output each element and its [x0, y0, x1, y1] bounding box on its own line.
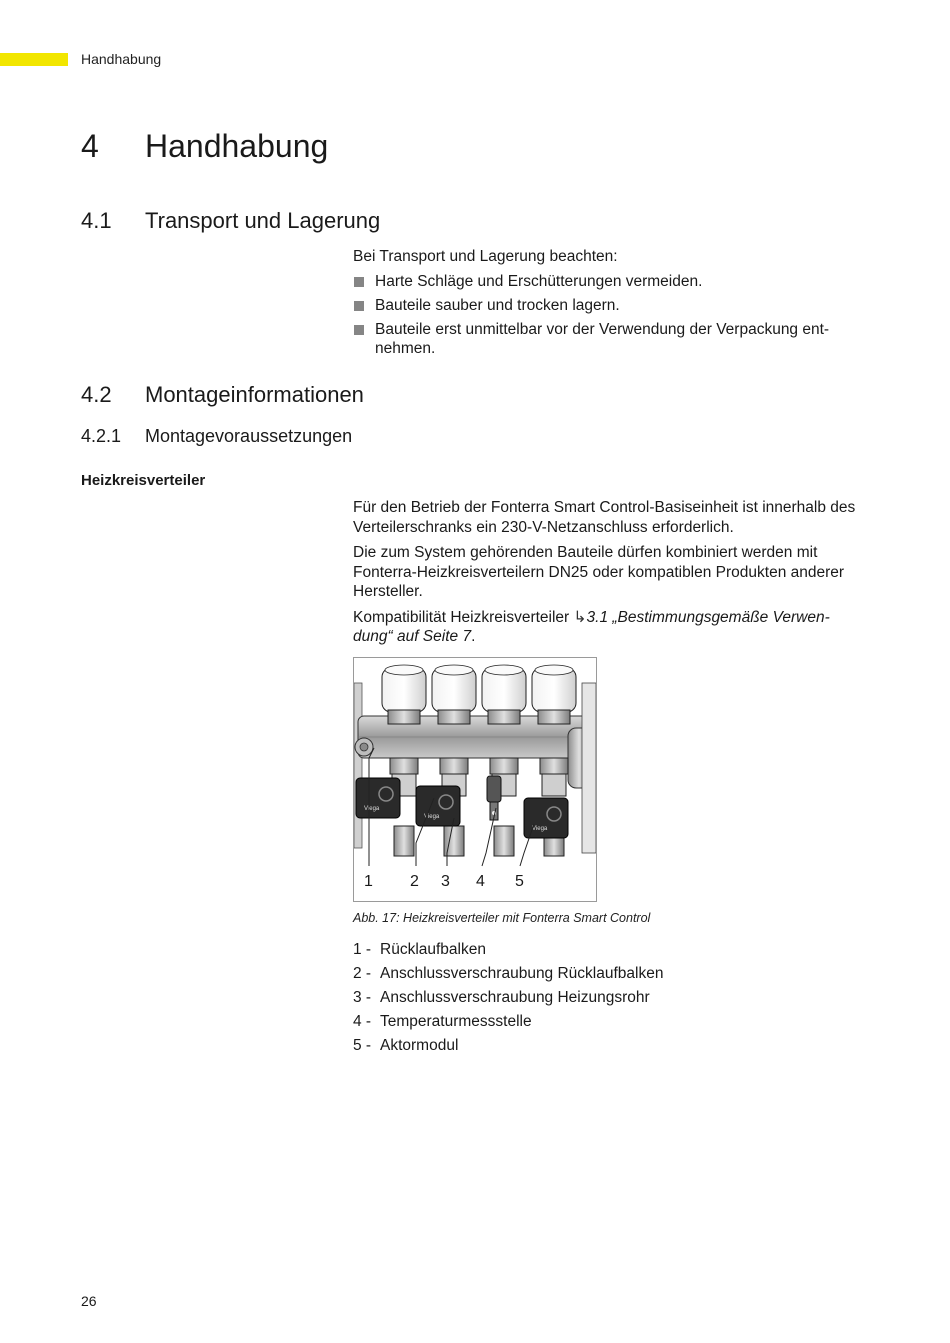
legend-text: Anschlussverschraubung Heizungsrohr — [380, 989, 650, 1006]
running-header: Handhabung — [81, 51, 162, 67]
section-4-2-1-title: Montagevoraussetzungen — [145, 426, 353, 446]
actuator-group — [356, 665, 576, 856]
legend-text: Anschlussverschraubung Rücklaufbalken — [380, 965, 664, 982]
actuator-module — [524, 798, 568, 838]
svg-text:Viega: Viega — [424, 814, 440, 820]
legend-item — [353, 1012, 663, 1032]
legend-number: 2 - — [353, 965, 372, 982]
list-item: Harte Schläge und Erschütterungen vermeiden. — [353, 272, 873, 292]
cross-reference-link[interactable]: 3.1 „Bestimmungsgemäße Verwen-dung“ auf Seite 7 — [353, 608, 830, 645]
actuator-module — [356, 778, 400, 818]
legend-text: Rücklaufbalken — [380, 941, 486, 958]
accent-bar — [0, 53, 68, 66]
section-4-2-number: 4.2 — [81, 382, 112, 407]
legend-number: 4 - — [353, 1013, 372, 1030]
list-item: Bauteile sauber und trocken lagern. — [353, 296, 873, 316]
legend-text: Temperaturmessstelle — [380, 1013, 532, 1030]
legend-number: 1 - — [353, 941, 372, 958]
compat-prefix: Kompatibilität Heizkreisverteiler — [353, 608, 570, 626]
section-4-2-title: Montageinformationen — [145, 382, 364, 407]
paragraph: Die zum System gehörenden Bauteile dürfen kombiniert werden mit Fonterra-Heizkreisverteilern DN25 oder kompatiblen Produkten anderer Hersteller. — [353, 544, 845, 600]
manifold-drawing — [354, 658, 596, 901]
callout-number: 4 — [476, 873, 485, 890]
chapter-number: 4 — [81, 128, 99, 164]
bullet-square-icon — [354, 301, 364, 311]
callout-number: 1 — [364, 873, 373, 890]
compat-paragraph: Kompatibilität Heizkreisverteiler ↳3.1 „Bestimmungsgemäße Verwen-dung“ auf Seite 7. — [353, 608, 830, 645]
figure-manifold-illustration — [353, 657, 597, 902]
montage-text-block — [353, 498, 868, 653]
callout-number: 3 — [441, 873, 450, 890]
legend-number: 5 - — [353, 1037, 372, 1054]
paragraph: Für den Betrieb der Fonterra Smart Control-Basiseinheit ist innerhalb des Verteilerschranks ein 230-V-Netzanschluss erforderlich. — [353, 499, 856, 536]
side-label-heizkreisverteiler: Heizkreisverteiler — [81, 472, 206, 489]
legend-item — [353, 940, 663, 960]
legend-list — [353, 940, 663, 1056]
actuator-valve — [482, 665, 526, 856]
figure-caption: Abb. 17: Heizkreisverteiler mit Fonterra Smart Control — [353, 911, 651, 925]
chapter-title: Handhabung — [145, 128, 329, 164]
list-item: Bauteile erst unmittelbar vor der Verwendung der Verpackung ent-nehmen. — [353, 320, 855, 359]
actuator-valve — [382, 665, 426, 856]
bullet-square-icon — [354, 325, 364, 335]
section-4-1-title: Transport und Lagerung — [145, 208, 381, 233]
legend-item — [353, 964, 663, 984]
section-4-1-number: 4.1 — [81, 208, 112, 233]
legend-number: 3 - — [353, 989, 372, 1006]
figure-legend — [353, 940, 663, 1060]
legend-item — [353, 1036, 663, 1056]
reference-arrow-icon: ↳ — [573, 608, 587, 626]
svg-text:Viega: Viega — [364, 806, 380, 812]
legend-text: Aktormodul — [380, 1037, 459, 1054]
callout-number: 5 — [515, 873, 524, 890]
bullet-square-icon — [354, 277, 364, 287]
transport-intro: Bei Transport und Lagerung beachten: — [353, 248, 618, 265]
transport-block — [353, 247, 873, 363]
transport-bullet-list — [353, 272, 873, 359]
legend-item — [353, 988, 663, 1008]
svg-text:Viega: Viega — [532, 826, 548, 832]
page-number: 26 — [81, 1293, 97, 1309]
section-4-2-1-number: 4.2.1 — [81, 426, 122, 446]
actuator-valve — [432, 665, 476, 856]
callout-number: 2 — [410, 873, 419, 890]
